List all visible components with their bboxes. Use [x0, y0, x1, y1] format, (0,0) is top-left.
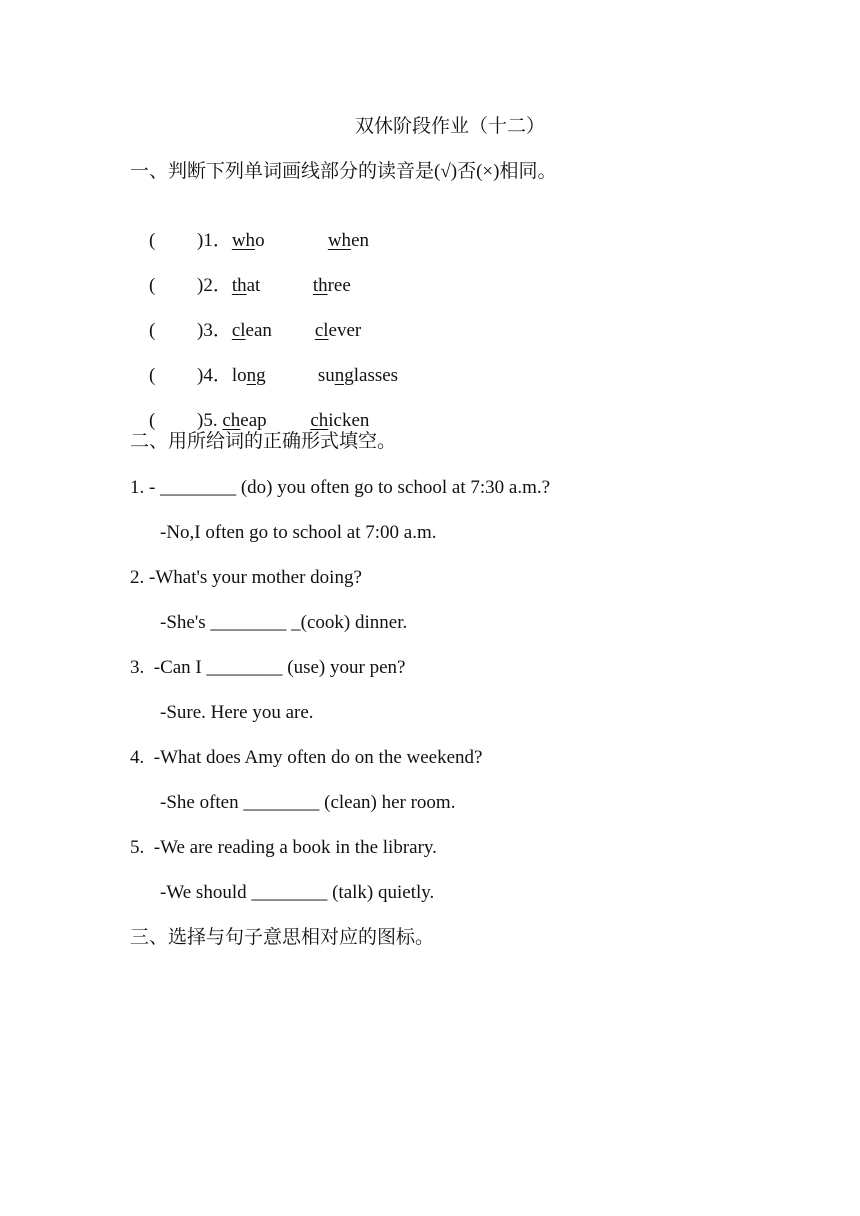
underlined-part: ng — [246, 365, 266, 386]
word-part: at — [246, 275, 261, 296]
answer-line: -She often ________ (clean) her room. — [160, 792, 456, 813]
item-number: )1． — [197, 230, 232, 251]
question-line: 1. - ________ (do) you often go to school at 7:30 a.m.? — [130, 477, 551, 498]
underlined-part: wh — [231, 230, 256, 251]
underlined-part: cl — [231, 320, 246, 341]
word-part: o — [255, 230, 265, 251]
question-line: 3. -Can I ________ (use) your pen? — [130, 657, 406, 678]
word-part: su — [317, 365, 335, 386]
answer-line: -No,I often go to school at 7:00 a.m. — [160, 522, 437, 543]
answer-bracket[interactable]: ( — [149, 275, 156, 296]
answer-line: -She's ________ _(cook) dinner. — [160, 612, 408, 633]
answer-bracket[interactable]: ( — [149, 320, 156, 341]
answer-bracket[interactable]: ( — [149, 230, 156, 251]
item-number: )5. — [197, 410, 223, 431]
item-number: )2． — [197, 275, 232, 296]
word-part: icken — [328, 410, 370, 431]
word-part: ree — [327, 275, 351, 296]
answer-bracket[interactable]: ( — [149, 365, 156, 386]
answer-bracket[interactable]: ( — [149, 410, 156, 431]
word-part: en — [351, 230, 369, 251]
word-part: ean — [245, 320, 272, 341]
word-2 — [328, 230, 369, 251]
word-2 — [315, 320, 361, 341]
word-part: lo — [231, 365, 247, 386]
word-2 — [310, 410, 369, 431]
underlined-part: th — [312, 275, 328, 296]
question-line: 5. -We are reading a book in the library. — [130, 837, 437, 858]
answer-line: -Sure. Here you are. — [160, 702, 314, 723]
item-number: )3． — [197, 320, 232, 341]
word-2 — [313, 275, 351, 296]
question-line: 4. -What does Amy often do on the weekend? — [130, 747, 483, 768]
underlined-part: wh — [327, 230, 352, 251]
question-line: 2. -What's your mother doing? — [130, 567, 362, 588]
answer-line: -We should ________ (talk) quietly. — [160, 882, 435, 903]
word-2 — [318, 365, 398, 386]
page-title: 双休阶段作业（十二） — [354, 116, 545, 137]
section3-heading: 三、选择与句子意思相对应的图标。 — [130, 927, 435, 948]
section1-heading: 一、判断下列单词画线部分的读音是(√)否(×)相同。 — [130, 161, 557, 182]
item-number: )4． — [197, 365, 232, 386]
underlined-part: th — [231, 275, 247, 296]
underlined-part: ch — [310, 410, 329, 431]
section2-heading: 二、用所给词的正确形式填空。 — [130, 431, 397, 452]
word-part: ever — [328, 320, 362, 341]
underlined-part: ng — [334, 365, 354, 386]
word-part: eap — [240, 410, 267, 431]
underlined-part: cl — [314, 320, 329, 341]
word-part: lasses — [353, 365, 399, 386]
underlined-part: ch — [222, 410, 241, 431]
